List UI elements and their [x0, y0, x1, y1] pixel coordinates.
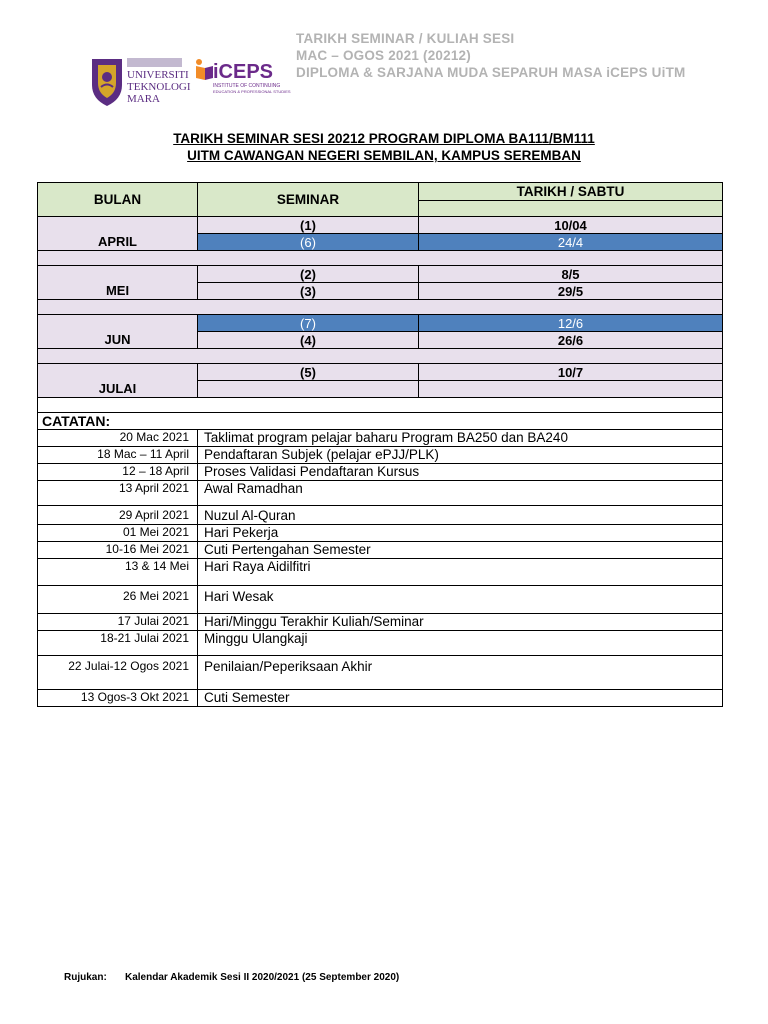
- note-date: 17 Julai 2021: [38, 614, 198, 631]
- note-text: Nuzul Al-Quran: [198, 506, 723, 525]
- date-cell: 8/5: [419, 266, 723, 283]
- month-mei: MEI: [38, 266, 198, 300]
- reference-text: Kalendar Akademik Sesi II 2020/2021 (25 September 2020): [125, 972, 400, 983]
- uitm-logo: [90, 55, 190, 107]
- note-text: Proses Validasi Pendaftaran Kursus: [198, 464, 723, 481]
- uitm-logo-line3: MARA: [127, 93, 161, 105]
- note-row: [38, 430, 723, 447]
- seminar-cell: (1): [198, 217, 419, 234]
- note-row: [38, 464, 723, 481]
- header-month: BULAN: [38, 183, 198, 217]
- note-row: [38, 447, 723, 464]
- note-text: Taklimat program pelajar baharu Program BA250 dan BA240: [198, 430, 723, 447]
- note-date: 12 – 18 April: [38, 464, 198, 481]
- note-date: 22 Julai-12 Ogos 2021: [38, 656, 198, 690]
- note-text: Cuti Pertengahan Semester: [198, 542, 723, 559]
- title-line-1: TARIKH SEMINAR SESI 20212 PROGRAM DIPLOMA BA111/BM111: [173, 131, 595, 146]
- note-row: [38, 559, 723, 586]
- document-header: [296, 30, 685, 81]
- seminar-cell: (2): [198, 266, 419, 283]
- table-header-row: [38, 183, 723, 201]
- separator-row: [38, 300, 723, 315]
- note-row: [38, 656, 723, 690]
- iceps-logo: [193, 56, 291, 96]
- date-cell: 29/5: [419, 283, 723, 300]
- blank-row: [38, 398, 723, 413]
- month-julai: JULAI: [38, 364, 198, 398]
- iceps-logo-text: iCEPS: [213, 61, 274, 83]
- uitm-logo-line1: UNIVERSITI: [127, 69, 189, 81]
- note-date: 18-21 Julai 2021: [38, 631, 198, 656]
- note-row: [38, 506, 723, 525]
- note-date: 20 Mac 2021: [38, 430, 198, 447]
- separator-row: [38, 349, 723, 364]
- note-date: 13 Ogos-3 Okt 2021: [38, 690, 198, 707]
- note-row: [38, 690, 723, 707]
- document-title: [0, 130, 768, 164]
- date-cell-highlight: 24/4: [419, 234, 723, 251]
- month-jun: JUN: [38, 315, 198, 349]
- iceps-logo-sub1: INSTITUTE OF CONTINUING: [213, 83, 281, 89]
- table-row: [38, 266, 723, 283]
- note-text: Cuti Semester: [198, 690, 723, 707]
- notes-label: CATATAN:: [38, 413, 723, 430]
- note-row: [38, 614, 723, 631]
- seminar-cell: (5): [198, 364, 419, 381]
- note-text: Penilaian/Peperiksaan Akhir: [198, 656, 723, 690]
- note-row: [38, 481, 723, 506]
- note-date: 01 Mei 2021: [38, 525, 198, 542]
- note-date: 29 April 2021: [38, 506, 198, 525]
- note-text: Awal Ramadhan: [198, 481, 723, 506]
- header-seminar: SEMINAR: [198, 183, 419, 217]
- note-date: 18 Mac – 11 April: [38, 447, 198, 464]
- note-row: [38, 525, 723, 542]
- month-april: APRIL: [38, 217, 198, 251]
- note-row: [38, 631, 723, 656]
- date-cell: [419, 381, 723, 398]
- title-line-2: UITM CAWANGAN NEGERI SEMBILAN, KAMPUS SEREMBAN: [187, 148, 581, 163]
- note-text: Hari Raya Aidilfitri: [198, 559, 723, 586]
- seminar-cell: [198, 381, 419, 398]
- uitm-logo-line2: TEKNOLOGI: [127, 81, 191, 93]
- header-line: TARIKH SEMINAR / KULIAH SESI: [296, 31, 515, 46]
- date-cell: 26/6: [419, 332, 723, 349]
- date-cell: 10/7: [419, 364, 723, 381]
- header-line: MAC – OGOS 2021 (20212): [296, 48, 471, 63]
- header-date-sub: [419, 200, 723, 217]
- seminar-schedule-table: [37, 182, 723, 707]
- note-row: [38, 542, 723, 559]
- seminar-cell: (3): [198, 283, 419, 300]
- note-date: 13 & 14 Mei: [38, 559, 198, 586]
- date-cell-highlight: 12/6: [419, 315, 723, 332]
- note-text: Minggu Ulangkaji: [198, 631, 723, 656]
- seminar-cell-highlight: (7): [198, 315, 419, 332]
- note-text: Hari/Minggu Terakhir Kuliah/Seminar: [198, 614, 723, 631]
- header-line: DIPLOMA & SARJANA MUDA SEPARUH MASA iCEPS UiTM: [296, 65, 686, 80]
- note-text: Hari Wesak: [198, 586, 723, 614]
- note-row: [38, 586, 723, 614]
- seminar-cell: (4): [198, 332, 419, 349]
- reference-label: Rujukan:: [64, 972, 107, 983]
- seminar-cell-highlight: (6): [198, 234, 419, 251]
- note-date: 26 Mei 2021: [38, 586, 198, 614]
- note-date: 10-16 Mei 2021: [38, 542, 198, 559]
- table-row: [38, 217, 723, 234]
- note-date: 13 April 2021: [38, 481, 198, 506]
- date-cell: 10/04: [419, 217, 723, 234]
- note-text: Pendaftaran Subjek (pelajar ePJJ/PLK): [198, 447, 723, 464]
- table-row: [38, 315, 723, 332]
- header-date: TARIKH / SABTU: [419, 183, 723, 201]
- table-row: [38, 364, 723, 381]
- iceps-logo-sub2: EDUCATION & PROFESSIONAL STUDIES: [213, 89, 291, 94]
- separator-row: [38, 251, 723, 266]
- reference-footer: [64, 972, 399, 983]
- note-text: Hari Pekerja: [198, 525, 723, 542]
